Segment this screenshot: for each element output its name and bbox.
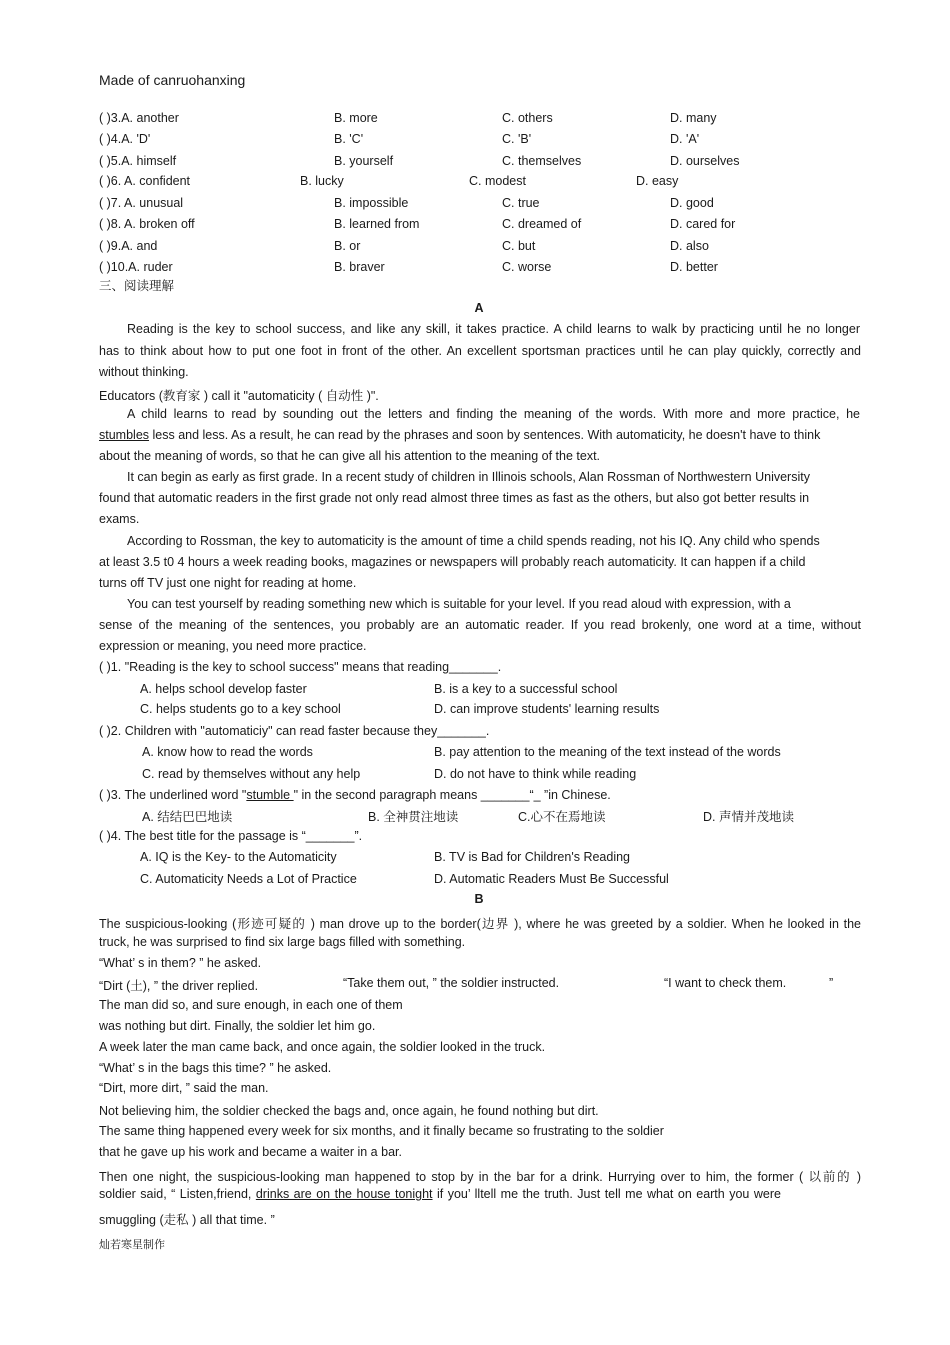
option-a: A. 结结巴巴地读: [142, 810, 233, 824]
option-b: B. 全神贯注地读: [368, 810, 459, 824]
cloze-option-c: C. but: [502, 239, 536, 253]
cloze-option-c: C. dreamed of: [502, 217, 582, 231]
underlined-word: stumbles: [99, 428, 150, 442]
question-options: [142, 745, 902, 763]
dialogue-soldier: “Take them out, ” the soldier instructed.: [343, 976, 560, 990]
cloze-option-b: B. or: [334, 239, 361, 253]
passage-b-line: Then one night, the suspicious-looking man happened to stop by in the bar for a drink. Hurrying over to him, the former ( 以前的 ): [99, 1170, 861, 1184]
cloze-question-option-a: ( )4.A. 'D': [99, 132, 151, 146]
passage-b-line: “Dirt, more dirt, ” said the man.: [99, 1081, 269, 1095]
cloze-option-d: D. ourselves: [670, 154, 740, 168]
underlined-phrase: drinks are on the house tonight: [255, 1187, 433, 1201]
question-stem: ( )1. "Reading is the key to school success" means that reading_______.: [99, 660, 502, 674]
cloze-option-c: C. 'B': [502, 132, 532, 146]
cloze-option-d: D. many: [670, 111, 717, 125]
passage-a-line: exams.: [99, 512, 140, 526]
stem-text: ( )3. The underlined word ": [99, 788, 247, 802]
passage-a-line: sense of the meaning of the sentences, you probably are an automatic reader. If you read brokenly, one word at a time, without: [99, 618, 861, 632]
option-b: B. is a key to a successful school: [434, 682, 618, 696]
cloze-option-row: [99, 111, 879, 129]
passage-a-label: A: [474, 301, 484, 315]
cloze-option-d: D. better: [670, 260, 718, 274]
passage-a-line: found that automatic readers in the first grade not only read almost three times as fast as the others, but also got better results in: [99, 491, 810, 505]
passage-a-line: A child learns to read by sounding out the letters and finding the meaning of the words. With more and more practice, he: [127, 407, 860, 421]
cloze-option-d: D. good: [670, 196, 714, 210]
passage-a-line: about the meaning of words, so that he can give all his attention to the meaning of the text.: [99, 449, 601, 463]
cloze-option-c: C. worse: [502, 260, 552, 274]
section-title: 三、阅读理解: [99, 279, 175, 293]
question-stem: [99, 788, 861, 802]
passage-a-line: without thinking.: [99, 365, 189, 379]
cloze-question-option-a: ( )9.A. and: [99, 239, 158, 253]
passage-a-line: Educators (教育家 ) call it "automaticity ( 自动性 )".: [99, 389, 379, 403]
cloze-option-d: D. 'A': [670, 132, 700, 146]
question-options: [140, 850, 900, 868]
passage-a-line: at least 3.5 t0 4 hours a week reading books, magazines or newspapers will probably reach automaticity. It can happen if a child: [99, 555, 806, 569]
option-a: A. know how to read the words: [142, 745, 313, 759]
option-b: B. TV is Bad for Children's Reading: [434, 850, 631, 864]
passage-b-line: that he gave up his work and became a waiter in a bar.: [99, 1145, 402, 1159]
cloze-option-c: C. others: [502, 111, 553, 125]
question-options: [140, 682, 900, 700]
cloze-option-d: D. easy: [636, 174, 679, 188]
passage-b-line-with-underline: [99, 1187, 861, 1201]
dialogue-driver: “Dirt (土), ” the driver replied.: [99, 979, 259, 993]
question-options: [140, 702, 900, 720]
cloze-question-option-a: ( )6. A. confident: [99, 174, 191, 188]
stem-text: " in the second paragraph means _______“_ ”in Chinese.: [293, 788, 611, 802]
cloze-option-b: B. more: [334, 111, 378, 125]
option-c: C. helps students go to a key school: [140, 702, 341, 716]
passage-a-line: Reading is the key to school success, and like any skill, it takes practice. A child learns to walk by practicing until he no longer: [127, 322, 860, 336]
cloze-option-b: B. 'C': [334, 132, 364, 146]
option-c: C. Automaticity Needs a Lot of Practice: [140, 872, 357, 886]
page-header: Made of canruohanxing: [99, 72, 246, 88]
cloze-option-row: [99, 154, 879, 172]
option-c: C.心不在焉地读: [518, 810, 606, 824]
question-stem: ( )2. Children with "automaticiy" can read faster because they_______.: [99, 724, 490, 738]
passage-b-line: The same thing happened every week for six months, and it finally became so frustrating to the soldier: [99, 1124, 664, 1138]
passage-b-line: truck, he was surprised to find six large bags filled with something.: [99, 935, 466, 949]
cloze-option-row: [99, 239, 879, 257]
closing-quote: ”: [829, 976, 834, 990]
cloze-option-row: [99, 132, 879, 150]
passage-a-line: turns off TV just one night for reading at home.: [99, 576, 357, 590]
cloze-option-b: B. lucky: [300, 174, 344, 188]
question-options: [142, 807, 902, 825]
passage-b-line: The man did so, and sure enough, in each one of them: [99, 998, 403, 1012]
passage-b-line: A week later the man came back, and once again, the soldier looked in the truck.: [99, 1040, 546, 1054]
option-a: A. IQ is the Key- to the Automaticity: [140, 850, 337, 864]
passage-a-line: expression or meaning, you need more practice.: [99, 639, 367, 653]
cloze-option-c: C. modest: [469, 174, 526, 188]
passage-b-line: The suspicious-looking (形迹可疑的 ) man drove up to the border(边界 ), where he was greeted by a soldier. When he looked in the: [99, 917, 861, 931]
cloze-option-b: B. impossible: [334, 196, 409, 210]
passage-a-line-with-underline: [99, 428, 861, 442]
cloze-question-option-a: ( )10.A. ruder: [99, 260, 173, 274]
question-options: [140, 872, 900, 890]
passage-b-line: was nothing but dirt. Finally, the soldier let him go.: [99, 1019, 376, 1033]
option-b: B. pay attention to the meaning of the text instead of the words: [434, 745, 781, 759]
cloze-question-option-a: ( )7. A. unusual: [99, 196, 184, 210]
passage-b-label: B: [474, 892, 484, 906]
cloze-question-option-a: ( )5.A. himself: [99, 154, 177, 168]
passage-b-line: “What’ s in them? ” he asked.: [99, 956, 262, 970]
option-c: C. read by themselves without any help: [142, 767, 361, 781]
cloze-option-d: D. cared for: [670, 217, 736, 231]
question-options: [142, 767, 902, 785]
question-stem: ( )4. The best title for the passage is “_______”.: [99, 829, 363, 843]
cloze-option-row: [99, 260, 879, 278]
passage-b-line: “What’ s in the bags this time? ” he asked.: [99, 1061, 332, 1075]
cloze-option-b: B. yourself: [334, 154, 394, 168]
option-d: D. can improve students' learning results: [434, 702, 660, 716]
page-footer: 灿若寒星制作: [99, 1239, 165, 1251]
cloze-option-row: [99, 217, 879, 235]
passage-b-line: Not believing him, the soldier checked the bags and, once again, he found nothing but dirt.: [99, 1104, 599, 1118]
passage-a-line: has to think about how to put one foot in front of the other. An excellent sportsman practices until he can play quickly, correctly and: [99, 344, 861, 358]
cloze-option-row: [99, 174, 879, 192]
cloze-option-c: C. themselves: [502, 154, 582, 168]
cloze-option-b: B. braver: [334, 260, 385, 274]
dialogue-soldier-2: “I want to check them.: [664, 976, 787, 990]
cloze-option-c: C. true: [502, 196, 540, 210]
passage-b-text: soldier said, “ Listen,friend,: [99, 1187, 256, 1201]
passage-a-text: less and less. As a result, he can read by the phrases and soon by sentences. With automaticity, he doesn't have to think: [149, 428, 821, 442]
cloze-question-option-a: ( )8. A. broken off: [99, 217, 195, 231]
cloze-option-b: B. learned from: [334, 217, 420, 231]
cloze-option-d: D. also: [670, 239, 709, 253]
option-a: A. helps school develop faster: [140, 682, 307, 696]
cloze-option-row: [99, 196, 879, 214]
passage-b-line: smuggling (走私 ) all that time. ”: [99, 1213, 275, 1227]
option-d: D. 声情并茂地读: [703, 810, 794, 824]
passage-a-line: According to Rossman, the key to automaticity is the amount of time a child spends reading, not his IQ. Any child who spends: [127, 534, 820, 548]
passage-b-text: if you’ lltell me the truth. Just tell me what on earth you were: [432, 1187, 781, 1201]
option-d: D. Automatic Readers Must Be Successful: [434, 872, 669, 886]
option-d: D. do not have to think while reading: [434, 767, 637, 781]
underlined-word: stumble: [246, 788, 294, 802]
passage-a-line: It can begin as early as first grade. In a recent study of children in Illinois schools, Alan Rossman of Northwestern University: [127, 470, 810, 484]
cloze-question-option-a: ( )3.A. another: [99, 111, 179, 125]
passage-a-line: You can test yourself by reading something new which is suitable for your level. If you read aloud with expression, with a: [127, 597, 791, 611]
